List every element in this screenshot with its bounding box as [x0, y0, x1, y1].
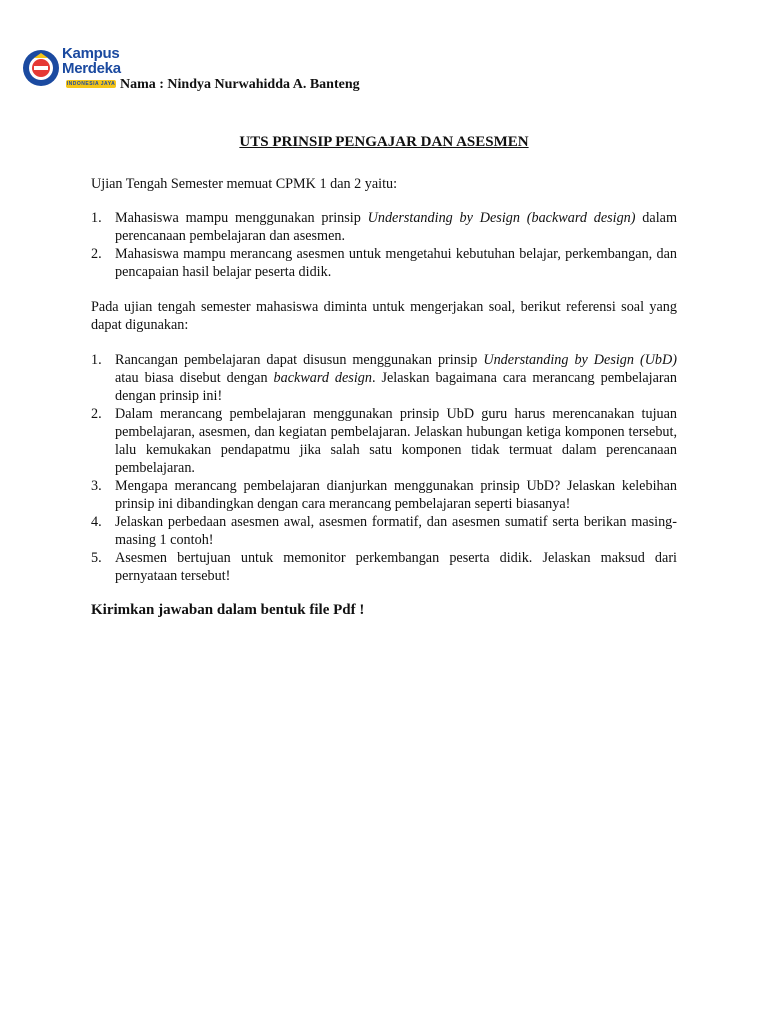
question-1-italic-ubd: Understanding by Design (UbD)	[483, 352, 677, 368]
question-2-text: Dalam merancang pembelajaran menggunakan prinsip UbD guru harus merencanakan tujuan pembelajaran, asesmen, dan kegiatan pembelajaran. Jelaskan hubungan ketiga komponen tersebut, lalu kemukakan pendapatmu jika salah satu komponen tidak termuat dalam perencanaan pembelajaran.	[115, 406, 677, 476]
question-1-italic-backward: backward design	[273, 370, 372, 386]
list-item	[91, 513, 677, 549]
logo-text-merdeka: Merdeka	[62, 60, 121, 77]
document-title: UTS PRINSIP PENGAJAR DAN ASESMEN	[239, 134, 529, 150]
list-item	[91, 549, 677, 585]
cpmk-1-italic: Understanding by Design (backward design)	[367, 210, 636, 226]
kampus-merdeka-logo	[20, 44, 120, 92]
student-name: Nama : Nindya Nurwahidda A. Banteng	[120, 77, 360, 92]
list-item	[91, 477, 677, 513]
list-number: 5.	[91, 550, 102, 566]
question-3-text: Mengapa merancang pembelajaran dianjurkan menggunakan prinsip UbD? Jelaskan kelebihan prinsip ini dibandingkan dengan cara merancang pembelajaran seperti biasanya!	[115, 478, 677, 512]
logo-emblem-icon	[20, 44, 64, 88]
list-item	[91, 245, 677, 281]
list-number: 1.	[91, 352, 102, 368]
logo-strip: INDONESIA JAYA	[66, 81, 116, 87]
list-number: 3.	[91, 478, 102, 494]
cpmk-list	[91, 209, 677, 281]
question-5-text: Asesmen bertujuan untuk memonitor perkembangan peserta didik. Jelaskan maksud dari pernyataan tersebut!	[115, 550, 677, 584]
question-1-text-mid: atau biasa disebut dengan	[115, 370, 274, 386]
list-number: 2.	[91, 246, 102, 262]
cpmk-1-text: Mahasiswa mampu menggunakan prinsip	[115, 210, 368, 226]
question-1-text: Rancangan pembelajaran dapat disusun menggunakan prinsip	[115, 352, 484, 368]
list-number: 1.	[91, 210, 102, 226]
list-number: 2.	[91, 406, 102, 422]
list-item	[91, 351, 677, 405]
list-item	[91, 209, 677, 245]
question-4-text: Jelaskan perbedaan asesmen awal, asesmen formatif, dan asesmen sumatif serta berikan masing-masing 1 contoh!	[115, 514, 677, 548]
instruction-text: Pada ujian tengah semester mahasiswa diminta untuk mengerjakan soal, berikut referensi soal yang dapat digunakan:	[91, 299, 677, 333]
closing-instruction: Kirimkan jawaban dalam bentuk file Pdf !	[91, 602, 365, 618]
cpmk-2-text: Mahasiswa mampu merancang asesmen untuk mengetahui kebutuhan belajar, perkembangan, dan pencapaian hasil belajar peserta didik.	[115, 246, 677, 280]
logo-text-kampus: Kampus	[62, 45, 120, 62]
list-number: 4.	[91, 514, 102, 530]
cpmk-1-text-end: dalam perencanaan pembelajaran dan asesmen.	[115, 210, 677, 244]
list-item	[91, 405, 677, 477]
intro-text: Ujian Tengah Semester memuat CPMK 1 dan 2 yaitu:	[91, 176, 398, 192]
question-list	[91, 351, 677, 585]
question-1-text-end: . Jelaskan bagaimana cara merancang pembelajaran dengan prinsip ini!	[115, 370, 678, 404]
